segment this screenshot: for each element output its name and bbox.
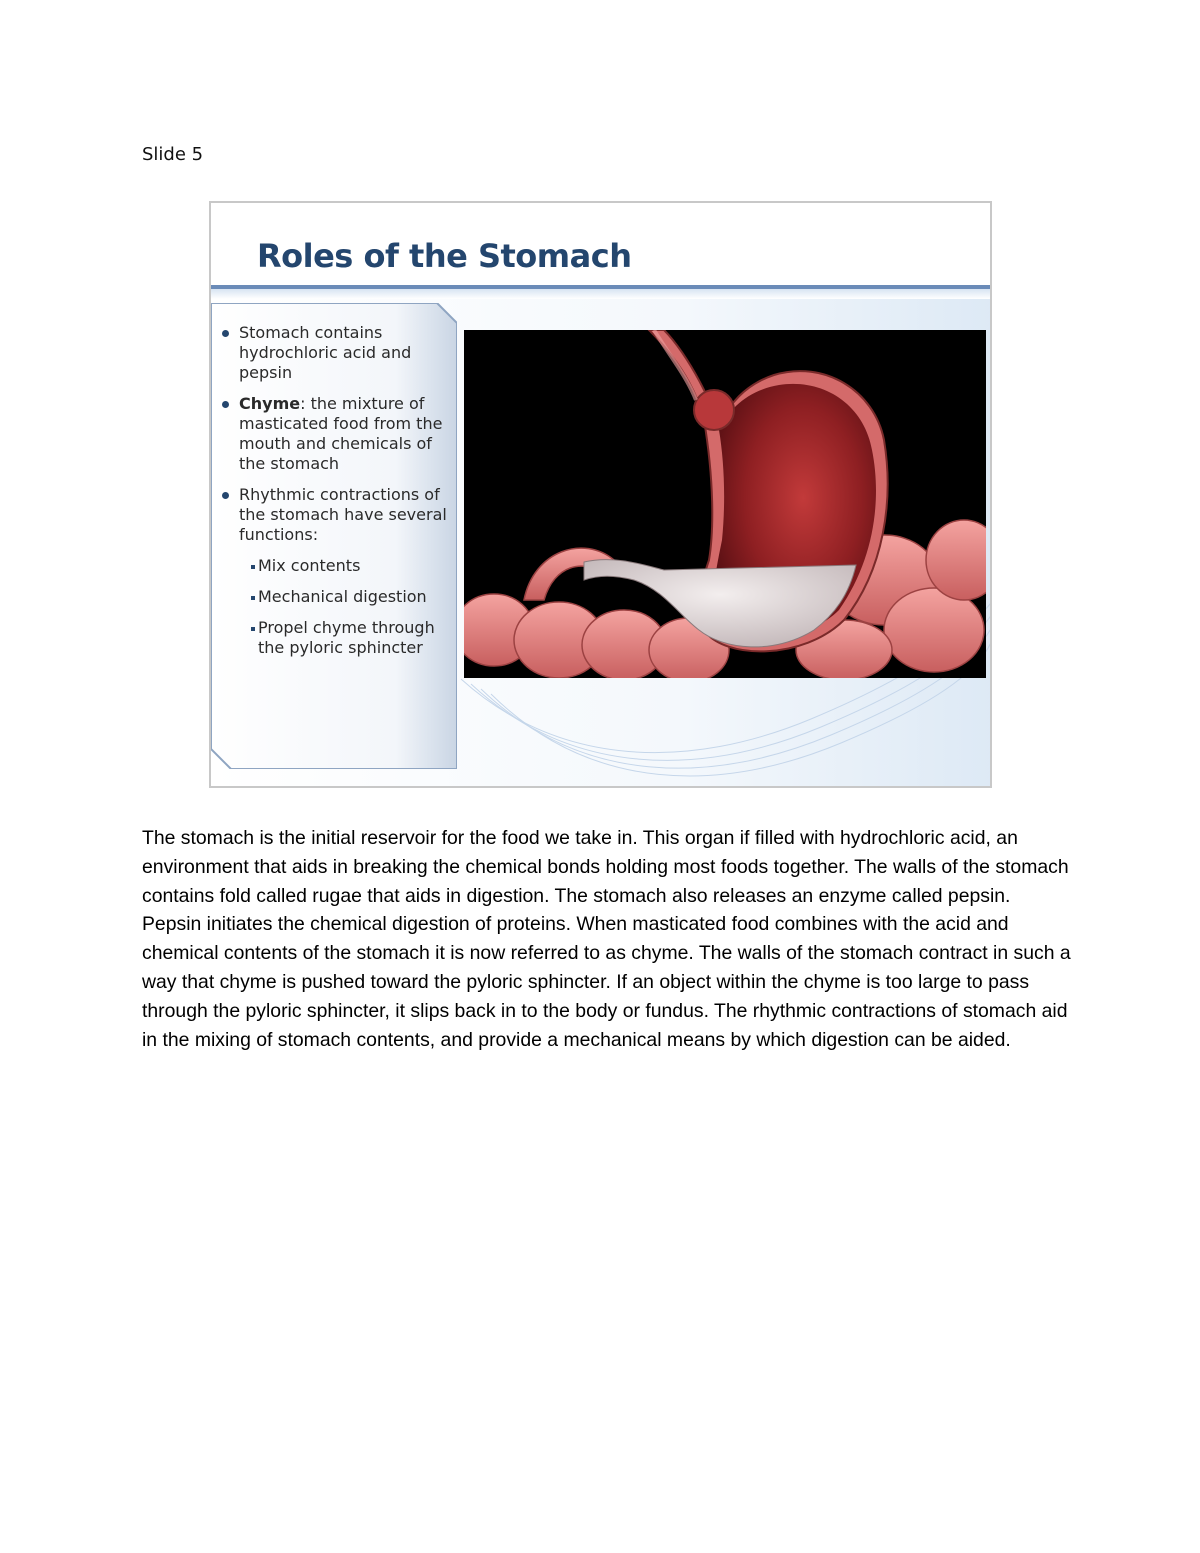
bullet-text: Rhythmic contractions of the stomach have several functions:: [239, 485, 447, 544]
sub-bullet-item: [251, 618, 451, 658]
square-bullet-icon: [251, 627, 255, 631]
sub-bullet-text: Propel chyme through the pyloric sphincter: [258, 618, 435, 657]
stomach-illustration-icon: [464, 330, 986, 678]
slide-title: Roles of the Stomach: [257, 237, 632, 275]
slide-label: Slide 5: [142, 144, 204, 165]
sub-bullet-text: Mix contents: [258, 556, 361, 575]
bullet-dot-icon: [222, 330, 229, 337]
bullet-item: [219, 485, 451, 545]
bullet-item: [219, 394, 451, 474]
bullet-text: : the mixture of masticated food from the mouth and chemicals of the stomach: [239, 394, 443, 473]
bullet-bold: Chyme: [239, 394, 301, 413]
slide-frame: [209, 201, 992, 788]
bullet-list: [219, 323, 451, 669]
bullet-item: [219, 323, 451, 383]
title-rule-shadow: [211, 289, 990, 299]
bullet-dot-icon: [222, 401, 229, 408]
sub-bullet-item: [251, 587, 451, 607]
stomach-illustration: [464, 330, 986, 678]
sub-bullet-text: Mechanical digestion: [258, 587, 427, 606]
bullet-dot-icon: [222, 492, 229, 499]
notes-paragraph: The stomach is the initial reservoir for the food we take in. This organ if filled with hydrochloric acid, an environment that aids in breaking the chemical bonds holding most foods together. The walls of the stomach contains fold called rugae that aids in digestion. The stomach also releases an enzyme called pepsin. Pepsin initiates the chemical digestion of proteins. When masticated food combines with the acid and chemical contents of the stomach it is now referred to as chyme. The walls of the stomach contract in such a way that chyme is pushed toward the pyloric sphincter. If an object within the chyme is too large to pass through the pyloric sphincter, it slips back in to the body or fundus. The rhythmic contractions of stomach aid in the mixing of stomach contents, and provide a mechanical means by which digestion can be aided.: [142, 827, 1071, 1051]
bullet-text: Stomach contains hydrochloric acid and pepsin: [239, 323, 412, 382]
sub-bullet-item: [251, 556, 451, 576]
square-bullet-icon: [251, 565, 255, 569]
square-bullet-icon: [251, 596, 255, 600]
